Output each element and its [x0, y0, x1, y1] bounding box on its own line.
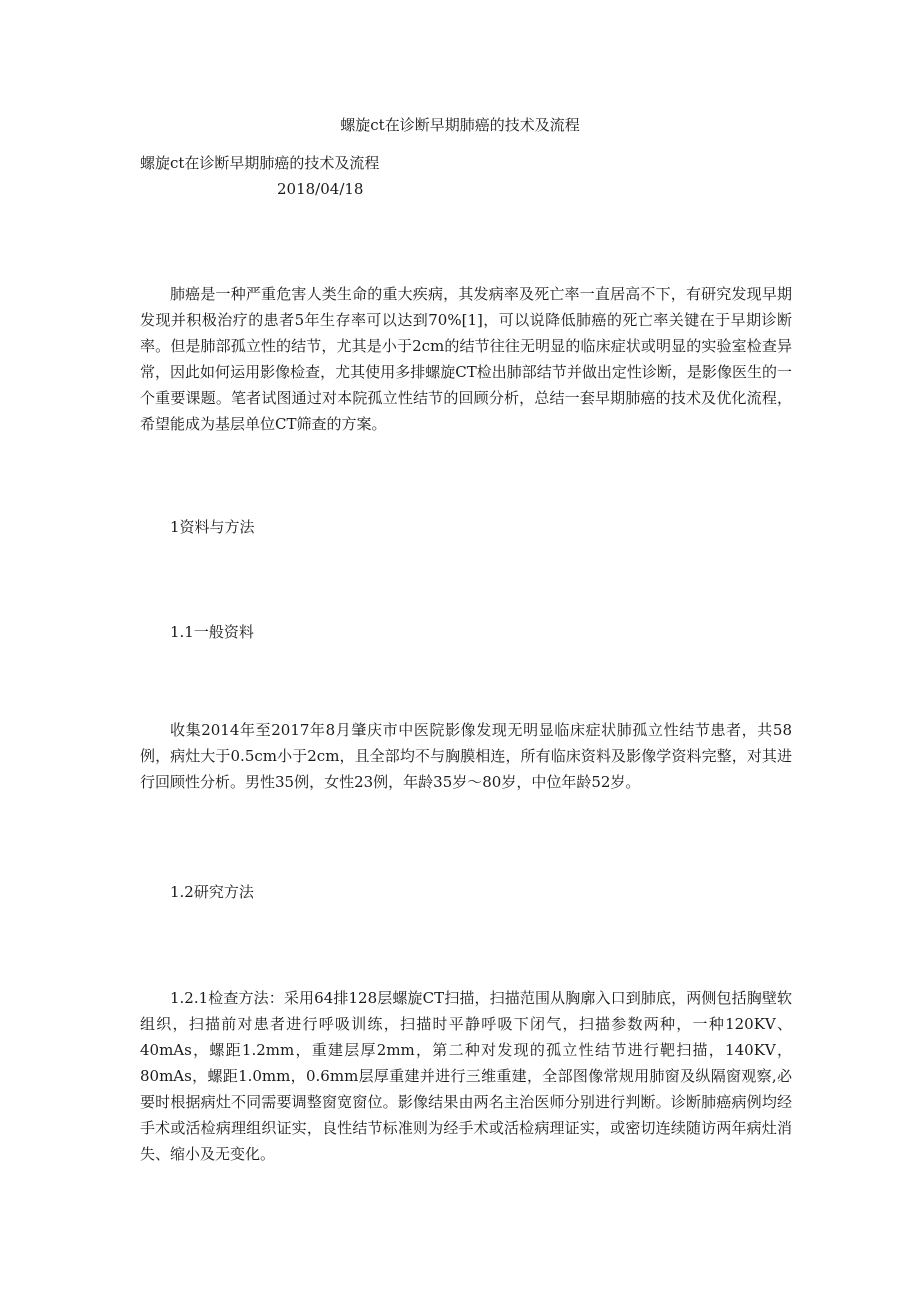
document-title: 螺旋ct在诊断早期肺癌的技术及流程 [340, 116, 580, 134]
exam-method-paragraph: 1.2.1检查方法：采用64排128层螺旋CT扫描，扫描范围从胸廓入口到肺底，两侧包括胸壁软组织，扫描前对患者进行呼吸训练，扫描时平静呼吸下闭气，扫描参数两种，一种120KV、40mAs，螺距1.2mm，重建层厚2mm，第二种对发现的孤立性结节进行靶扫描，140KV，80mAs，螺距1.0mm，0.6mm层厚重建并进行三维重建，全部图像常规用肺窗及纵隔窗观察,必要时根据病灶不同需要调整窗宽窗位。影像结果由两名主治医师分别进行判断。诊断肺癌病例均经手术或活检病理组织证实，良性结节标准则为经手术或活检病理证实，或密切连续随访两年病灶消失、缩小及无变化。 [140, 989, 792, 1163]
publish-date: 2018/04/18 [277, 180, 364, 198]
intro-paragraph: 肺癌是一种严重危害人类生命的重大疾病，其发病率及死亡率一直居高不下，有研究发现早期发现并积极治疗的患者5年生存率可以达到70%[1]，可以说降低肺癌的死亡率关键在于早期诊断率。但是肺部孤立性的结节，尤其是小于2cm的结节往往无明显的临床症状或明显的实验室检查异常，因此如何运用影像检查，尤其使用多排螺旋CT检出肺部结节并做出定性诊断，是影像医生的一个重要课题。笔者试图通过对本院孤立性结节的回顾分析，总结一套早期肺癌的技术及优化流程，希望能成为基层单位CT筛查的方案。 [140, 285, 792, 433]
general-data-paragraph: 收集2014年至2017年8月肇庆市中医院影像发现无明显临床症状肺孤立性结节患者，共58例，病灶大于0.5cm小于2cm，且全部均不与胸膜相连，所有临床资料及影像学资料完整，对其进行回顾性分析。男性35例，女性23例，年龄35岁～80岁，中位年龄52岁。 [140, 721, 792, 791]
document-subtitle: 螺旋ct在诊断早期肺癌的技术及流程 [140, 154, 380, 172]
section-heading-1-1: 1.1一般资料 [170, 623, 254, 641]
section-heading-1: 1资料与方法 [170, 518, 255, 536]
section-heading-1-2: 1.2研究方法 [170, 883, 254, 901]
